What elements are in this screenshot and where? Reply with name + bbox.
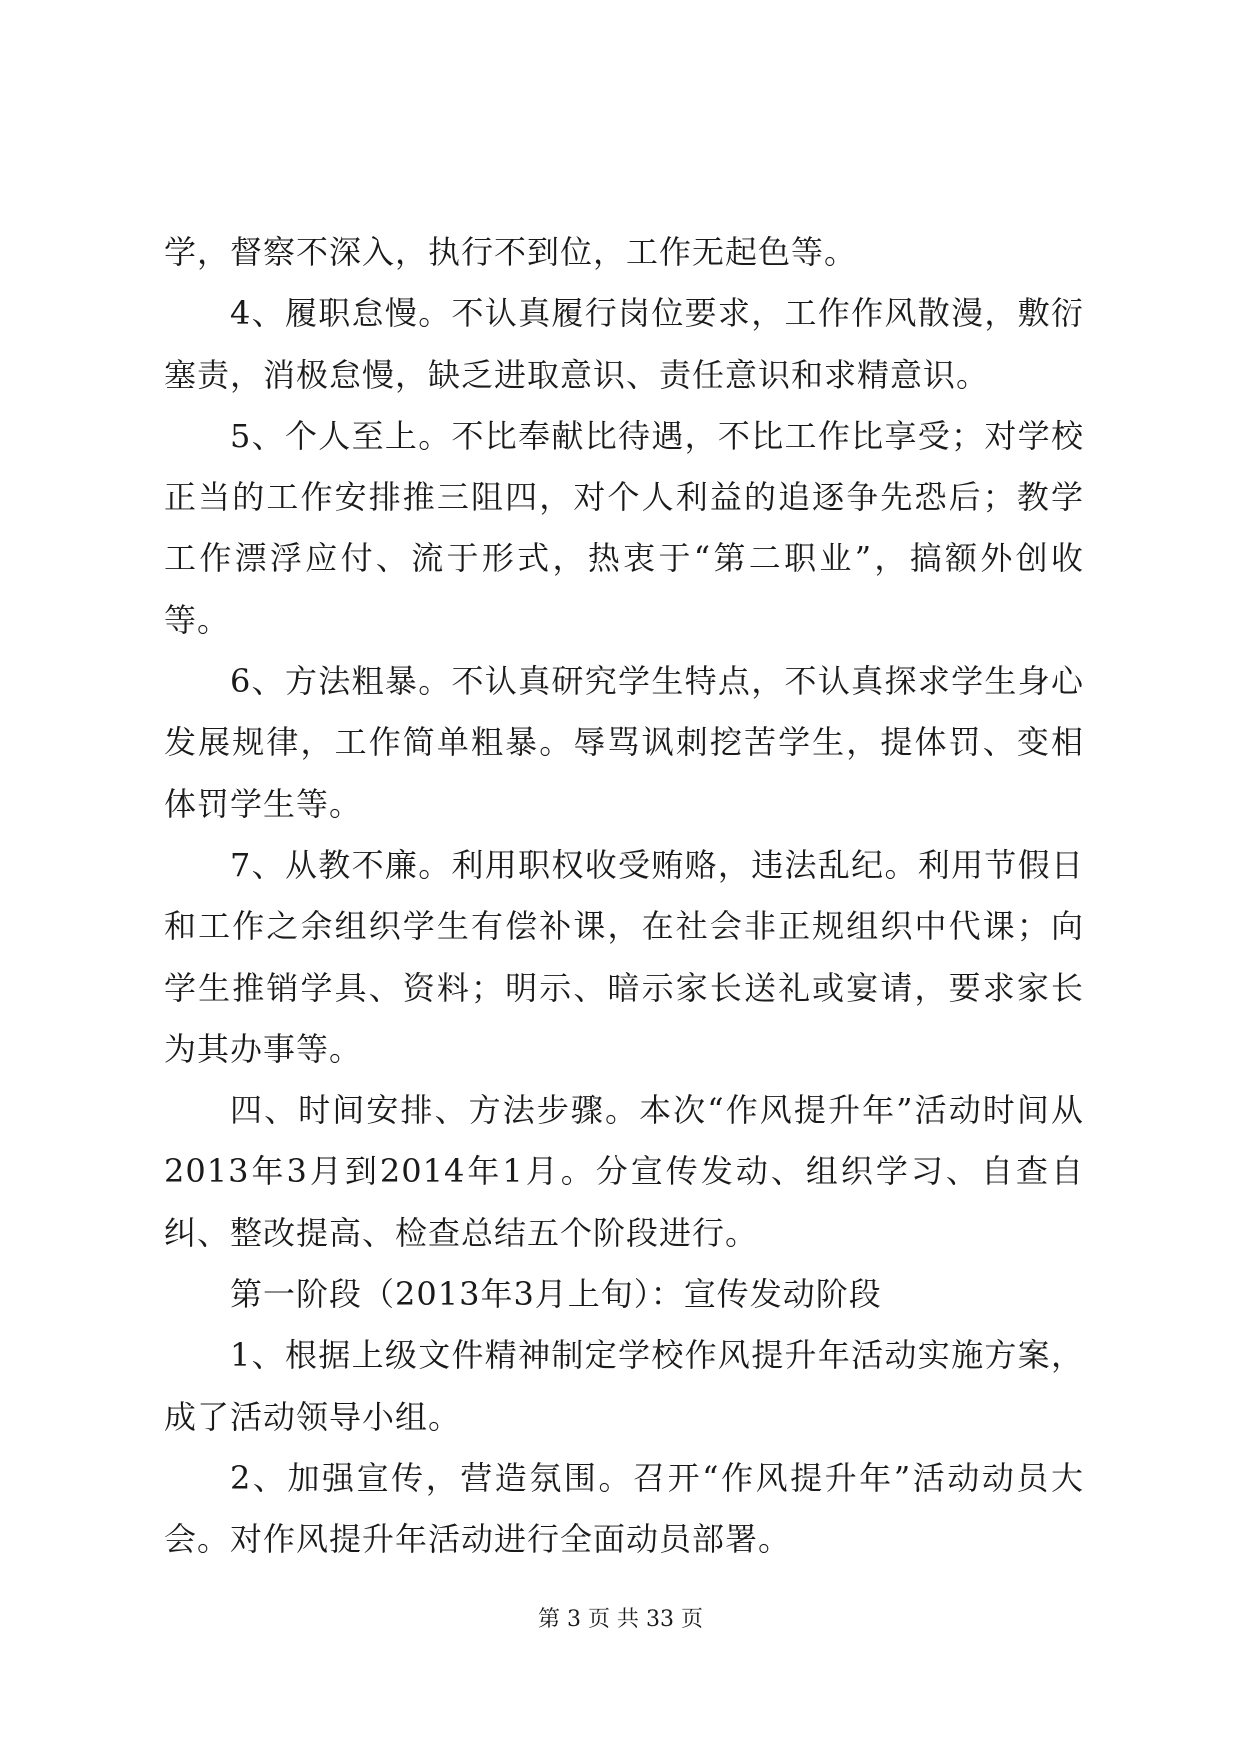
paragraph-stage-one-item-1: 1、根据上级文件精神制定学校作风提升年活动实施方案，成了活动领导小组。	[164, 1336, 1084, 1436]
page-footer	[0, 1605, 1241, 1635]
paragraph-section-four: 四、时间安排、方法步骤。本次“作风提升年”活动时间从2013年3月到2014年1月。分宣传发动、组织学习、自查自纠、整改提高、检查总结五个阶段进行。	[164, 1091, 1084, 1252]
paragraph-item-7: 7、从教不廉。利用职权收受贿赂，违法乱纪。利用节假日和工作之余组织学生有偿补课，在社会非正规组织中代课；向学生推销学具、资料；明示、暗示家长送礼或宴请，要求家长为其办事等。	[164, 845, 1084, 1068]
paragraph-item-5: 5、个人至上。不比奉献比待遇，不比工作比享受；对学校正当的工作安排推三阻四，对个人利益的追逐争先恐后；教学工作漂浮应付、流于形式，热衷于“第二职业”，搞额外创收等。	[164, 416, 1084, 639]
paragraph-item-4: 4、履职怠慢。不认真履行岗位要求，工作作风散漫，敷衍塞责，消极怠慢，缺乏进取意识、责任意识和求精意识。	[164, 294, 1084, 394]
document-body	[164, 222, 1084, 1571]
paragraph-stage-one-item-2: 2、加强宣传，营造氛围。召开“作风提升年”活动动员大会。对作风提升年活动进行全面动员部署。	[164, 1458, 1084, 1559]
page-number-label: 第 3 页 共 33 页	[538, 1607, 703, 1632]
paragraph-continuation: 学，督察不深入，执行不到位，工作无起色等。	[164, 233, 858, 271]
paragraph-item-6: 6、方法粗暴。不认真研究学生特点，不认真探求学生身心发展规律，工作简单粗暴。辱骂讽刺挖苦学生，提体罚、变相体罚学生等。	[164, 662, 1084, 823]
paragraph-stage-one-heading: 第一阶段（2013年3月上旬）：宣传发动阶段	[230, 1275, 882, 1314]
